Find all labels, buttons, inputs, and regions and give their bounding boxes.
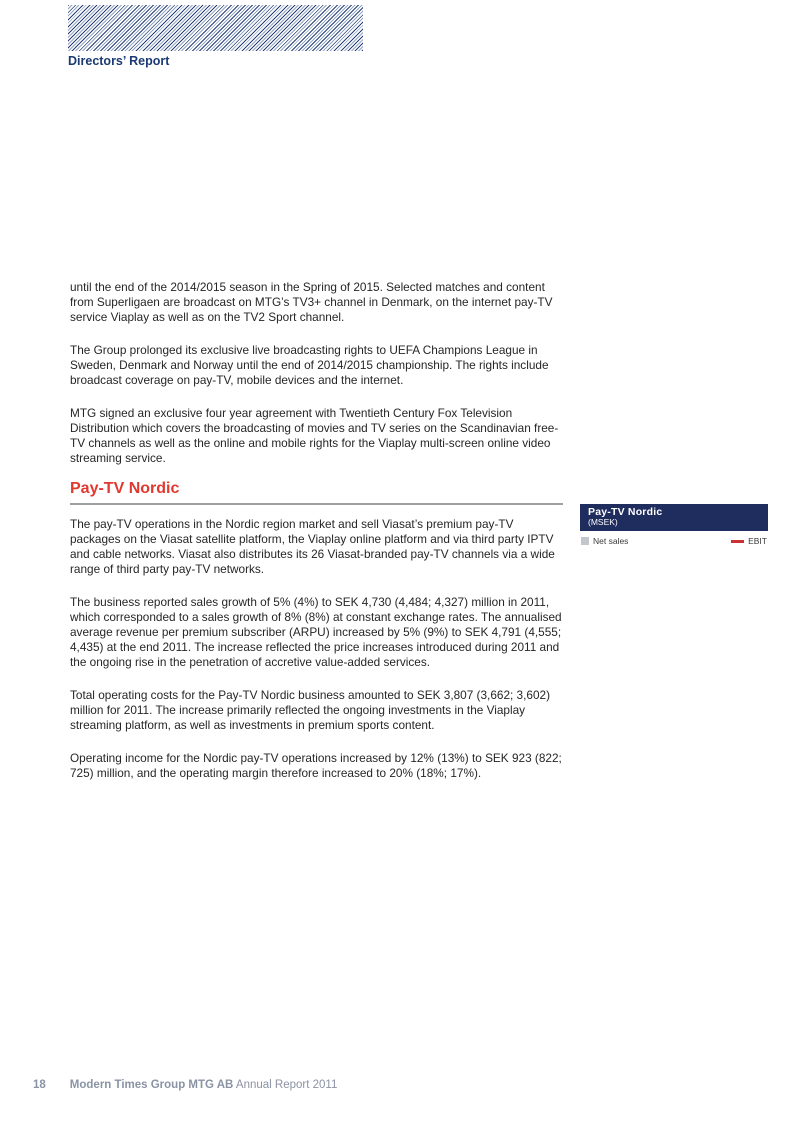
bar-swatch-icon bbox=[581, 537, 589, 545]
footer-company: Modern Times Group MTG AB bbox=[69, 1079, 234, 1091]
legend-label: Net sales bbox=[593, 536, 629, 546]
page-footer bbox=[33, 1079, 337, 1091]
body-paragraph: until the end of the 2014/2015 season in the Spring of 2015. Selected matches and content from Superligaen are broadcast on MTG’s TV3+ channel in Denmark, on the internet pay-TV service Viaplay as well as on the TV2 Sport channel. bbox=[70, 280, 553, 324]
page-number: 18 bbox=[33, 1079, 46, 1091]
footer-report-name: Annual Report 2011 bbox=[235, 1079, 338, 1091]
body-paragraph: The Group prolonged its exclusive live broadcasting rights to UEFA Champions League in Sweden, Denmark and Norway until the end of 2014/2015 championship. The rights include broadcast coverage on pay-TV, mobile devices and the internet. bbox=[70, 343, 549, 387]
legend-label: EBIT bbox=[748, 536, 767, 546]
body-paragraph: MTG signed an exclusive four year agreement with Twentieth Century Fox Television Distribution which covers the broadcasting of movies and TV series on the Scandinavian free-TV channels as well as the online and mobile rights for the Viaplay multi-screen online video streaming service. bbox=[70, 406, 559, 465]
body-paragraph: The pay-TV operations in the Nordic region market and sell Viasat’s premium pay-TV packages on the Viasat satellite platform, the Viaplay online platform and via third party IPTV and cable networks. Viasat also distributes its 26 Viasat-branded pay-TV channels via a wide range of third party pay-TV networks. bbox=[70, 517, 555, 576]
body-paragraph: Operating income for the Nordic pay-TV operations increased by 12% (13%) to SEK 923 (822; 725) million, and the operating margin therefore increased to 20% (18%; 17%). bbox=[70, 751, 562, 780]
heading-rule bbox=[70, 503, 563, 505]
chart-plot-area bbox=[580, 550, 768, 645]
chart-svg bbox=[580, 550, 768, 640]
main-text-column bbox=[70, 280, 563, 799]
legend-item-ebit bbox=[731, 536, 767, 546]
chart-legend bbox=[580, 536, 768, 546]
report-eyebrow: Directors’ Report bbox=[68, 54, 170, 68]
body-paragraph: The business reported sales growth of 5% (4%) to SEK 4,730 (4,484; 4,327) million in 2011, which corresponded to a sales growth of 8% (8%) at constant exchange rates. The annualised average revenue per premium subscriber (ARPU) increased by 5% (9%) to SEK 4,791 (4,555; 4,435) at the end 2011. The increase reflected the price increases introduced during 2011 and the ongoing rise in the penetration of accretive value-added services. bbox=[70, 595, 562, 669]
pay-tv-nordic-chart bbox=[580, 504, 768, 645]
chart-title: Pay-TV Nordic bbox=[588, 506, 663, 518]
legend-item-net-sales bbox=[581, 536, 628, 546]
chart-subtitle: (MSEK) bbox=[588, 517, 618, 527]
chart-header bbox=[580, 504, 768, 531]
hatch-pattern-banner bbox=[68, 5, 363, 51]
body-paragraph: Total operating costs for the Pay-TV Nordic business amounted to SEK 3,807 (3,662; 3,602) million for 2011. The increase primarily reflected the ongoing investments in the Viaplay streaming platform, as well as investments in premium sports content. bbox=[70, 688, 551, 732]
line-swatch-icon bbox=[731, 540, 744, 543]
section-heading: Pay-TV Nordic bbox=[70, 480, 180, 497]
